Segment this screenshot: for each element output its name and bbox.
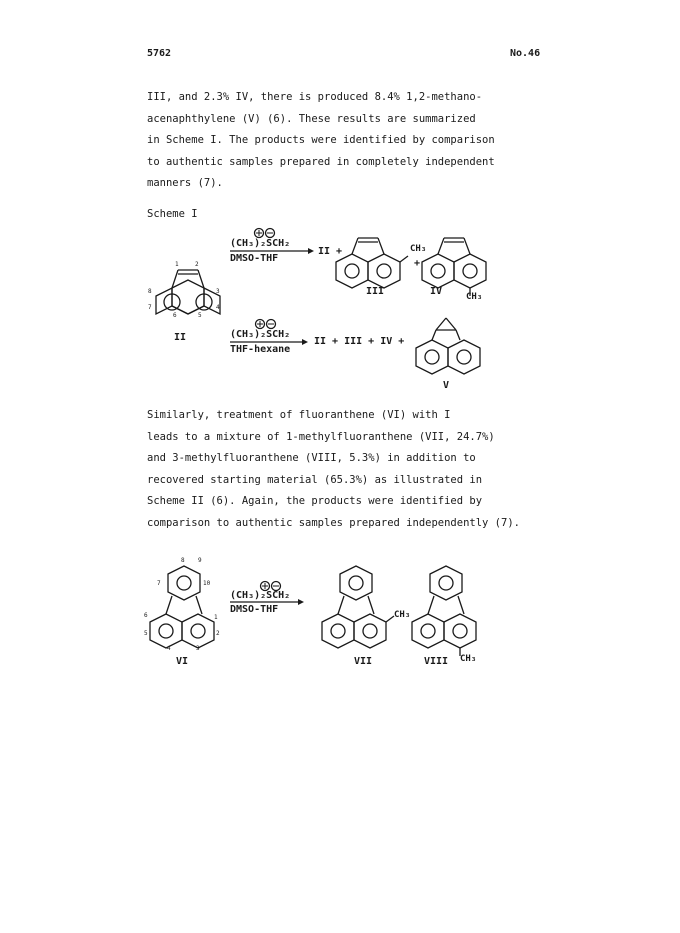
label-III: III bbox=[366, 286, 385, 297]
issue-number: No.46 bbox=[510, 48, 541, 59]
label-IV: IV bbox=[430, 286, 443, 297]
label-II: II bbox=[174, 332, 187, 343]
position-number: 3 bbox=[216, 288, 220, 295]
reagent-ylide: (CH₃)₂SCH₂ bbox=[230, 329, 291, 340]
position-number: 1 bbox=[175, 261, 179, 268]
text-line: to authentic samples prepared in completely independent bbox=[147, 155, 495, 168]
ch3-label: CH₃ bbox=[410, 244, 427, 254]
text-line: in Scheme I. The products were identified by comparison bbox=[147, 134, 495, 147]
page-number: 5762 bbox=[147, 48, 172, 59]
text-line: comparison to authentic samples prepared independently (7). bbox=[147, 516, 520, 529]
arrowhead bbox=[302, 339, 308, 345]
text-line: Similarly, treatment of fluoranthene (VI) with I bbox=[147, 409, 451, 421]
acenaphthylene-structure bbox=[156, 270, 220, 314]
ch3-label: CH₃ bbox=[460, 654, 477, 664]
position-number: 4 bbox=[216, 304, 220, 311]
ylide-charge-symbols-2 bbox=[256, 320, 276, 329]
position-number: 6 bbox=[173, 312, 177, 319]
fluoranthene-structure bbox=[150, 566, 214, 648]
text-line: leads to a mixture of 1-methylfluoranthene (VII, 24.7%) bbox=[147, 430, 495, 443]
label-V: V bbox=[443, 380, 450, 391]
text-line: recovered starting material (65.3%) as illustrated in bbox=[147, 473, 483, 486]
position-number: 1 bbox=[214, 614, 218, 621]
position-number: 2 bbox=[216, 630, 220, 637]
label-VI: VI bbox=[176, 656, 189, 667]
position-number: 3 bbox=[196, 645, 200, 652]
reagent-solvent: THF-hexane bbox=[230, 344, 291, 355]
text-line: acenaphthylene (V) (6). These results are summarized bbox=[147, 112, 476, 125]
position-number: 7 bbox=[157, 580, 161, 587]
ylide-charge-symbols-1 bbox=[255, 229, 275, 238]
text-line: manners (7). bbox=[147, 177, 223, 190]
structure-VII bbox=[322, 566, 394, 648]
structure-III bbox=[336, 238, 408, 288]
text-line: and 3-methylfluoranthene (VIII, 5.3%) in addition to bbox=[147, 452, 476, 465]
position-number: 6 bbox=[144, 612, 148, 619]
scheme1-title: Scheme I bbox=[147, 208, 198, 220]
position-number: 7 bbox=[148, 304, 152, 311]
label-VIII: VIII bbox=[424, 656, 449, 667]
ch3-label: CH₃ bbox=[466, 292, 483, 302]
position-number: 4 bbox=[167, 645, 171, 652]
position-number: 8 bbox=[148, 288, 152, 295]
position-number: 8 bbox=[181, 557, 185, 564]
label-VII: VII bbox=[354, 656, 373, 667]
ch3-label: CH₃ bbox=[394, 610, 411, 620]
reagent-ylide: (CH₃)₂SCH₂ bbox=[230, 238, 291, 249]
structure-VIII bbox=[412, 566, 476, 656]
reagent-ylide: (CH₃)₂SCH₂ bbox=[230, 590, 291, 601]
position-number: 5 bbox=[144, 630, 148, 637]
text-line: Scheme II (6). Again, the products were identified by bbox=[147, 495, 483, 508]
position-number: 2 bbox=[195, 261, 199, 268]
products-line-2: II + III + IV + bbox=[314, 336, 405, 347]
arrowhead bbox=[298, 599, 304, 605]
position-number: 9 bbox=[198, 557, 202, 564]
arrowhead bbox=[308, 248, 314, 254]
products-line-1: II + bbox=[318, 246, 343, 257]
reagent-solvent: DMSO-THF bbox=[230, 253, 279, 264]
paragraph-fluoranthene bbox=[147, 405, 527, 535]
position-number: 5 bbox=[198, 312, 202, 319]
text-line: III, and 2.3% IV, there is produced 8.4% 1,2-methano- bbox=[147, 91, 483, 103]
reagent-solvent: DMSO-THF bbox=[230, 604, 279, 615]
structure-V bbox=[416, 318, 480, 374]
position-number: 10 bbox=[203, 580, 211, 587]
plus-sign: + bbox=[414, 258, 421, 269]
